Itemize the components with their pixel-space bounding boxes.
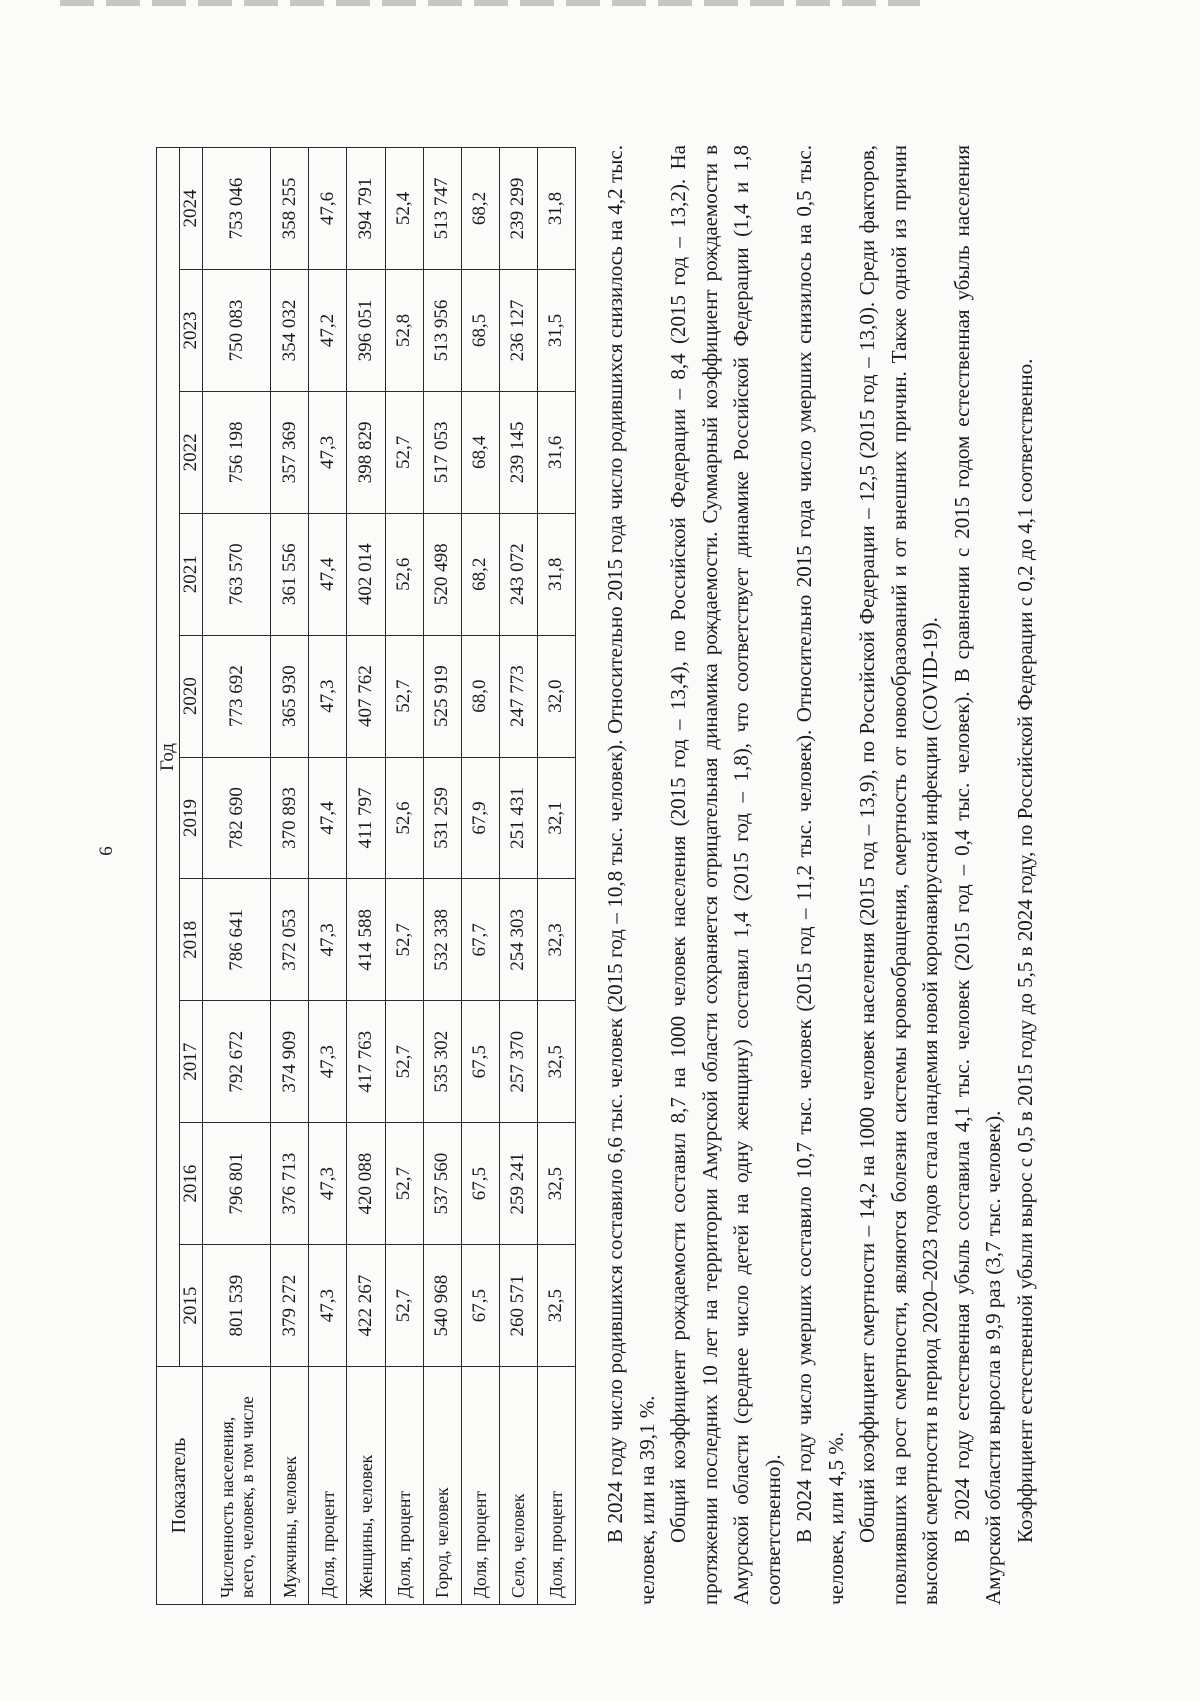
table-cell: 47,4 [309, 757, 347, 879]
table-row [203, 148, 271, 1605]
table-cell: 32,0 [537, 635, 575, 757]
population-table [156, 147, 576, 1605]
table-cell: 398 829 [347, 391, 385, 513]
table-cell: 52,4 [385, 148, 423, 270]
table-cell: 32,5 [537, 1001, 575, 1123]
table-cell: 52,7 [385, 1001, 423, 1123]
table-cell: 31,8 [537, 513, 575, 635]
row-header-cell: Показатель [157, 1367, 203, 1605]
table-cell: 773 692 [203, 635, 271, 757]
table-cell: 32,5 [537, 1245, 575, 1367]
table-cell: 763 570 [203, 513, 271, 635]
table-cell: 376 713 [271, 1123, 309, 1245]
table-cell: 422 267 [347, 1245, 385, 1367]
table-cell: 540 968 [423, 1245, 461, 1367]
table-cell: 47,2 [309, 269, 347, 391]
table-cell: 247 773 [499, 635, 537, 757]
table-cell: 786 641 [203, 879, 271, 1001]
table-cell: 68,5 [461, 269, 499, 391]
table-cell: 531 259 [423, 757, 461, 879]
table-cell: 47,3 [309, 391, 347, 513]
row-label: Доля, процент [385, 1367, 423, 1605]
table-cell: 68,0 [461, 635, 499, 757]
table-cell: 47,3 [309, 879, 347, 1001]
year-header-cell: 2020 [180, 635, 203, 757]
table-row [499, 148, 537, 1605]
table-cell: 370 893 [271, 757, 309, 879]
table-cell: 68,2 [461, 513, 499, 635]
paragraph: В 2024 году естественная убыль составила 4,1 тыс. человек (2015 год – 0,4 тыс. человек). В сравнении с 2015 годом естественная убыль населения Амурской области выросла в 9,9 раз (3,7 тыс. человек). [949, 145, 1005, 1605]
table-cell: 259 241 [499, 1123, 537, 1245]
table-cell: 67,5 [461, 1245, 499, 1367]
table-cell: 801 539 [203, 1245, 271, 1367]
row-label: Численность населения, всего, человек, в том числе [203, 1367, 271, 1605]
table-cell: 411 797 [347, 757, 385, 879]
table-cell: 402 014 [347, 513, 385, 635]
table-cell: 236 127 [499, 269, 537, 391]
year-header-cell: 2022 [180, 391, 203, 513]
table-cell: 243 072 [499, 513, 537, 635]
table-cell: 379 272 [271, 1245, 309, 1367]
table-cell: 52,6 [385, 757, 423, 879]
table-row [347, 148, 385, 1605]
table-cell: 47,4 [309, 513, 347, 635]
table-cell: 414 588 [347, 879, 385, 1001]
table-cell: 67,9 [461, 757, 499, 879]
table-cell: 365 930 [271, 635, 309, 757]
table-cell: 357 369 [271, 391, 309, 513]
table-cell: 47,6 [309, 148, 347, 270]
table-cell: 396 051 [347, 269, 385, 391]
table-cell: 750 083 [203, 269, 271, 391]
table-cell: 525 919 [423, 635, 461, 757]
table-cell: 32,1 [537, 757, 575, 879]
table-cell: 52,7 [385, 635, 423, 757]
table-cell: 407 762 [347, 635, 385, 757]
table-cell: 239 145 [499, 391, 537, 513]
table-header-row [157, 148, 180, 1605]
year-header-cell: 2024 [180, 148, 203, 270]
table-cell: 47,3 [309, 1123, 347, 1245]
table-cell: 52,7 [385, 879, 423, 1001]
paragraph: Общий коэффициент рождаемости составил 8,7 на 1000 человек населения (2015 год – 13,4), по Российской Федерации – 8,4 (2015 год – 13,2). На протяжении последних 10 лет на территории Амурской области сохраняется отрицательная динамика рождаемости. Суммарный коэффициент рождаемости в Амурской области (среднее число детей на одну женщину) составил 1,4 (2015 год – 1,8), что соответствует динамике Российской Федерации (1,4 и 1,8 соответственно). [666, 145, 785, 1605]
table-cell: 361 556 [271, 513, 309, 635]
table-cell: 32,3 [537, 879, 575, 1001]
table-cell: 254 303 [499, 879, 537, 1001]
table-cell: 47,3 [309, 1245, 347, 1367]
table-cell: 358 255 [271, 148, 309, 270]
table-cell: 251 431 [499, 757, 537, 879]
table-cell: 520 498 [423, 513, 461, 635]
table-cell: 756 198 [203, 391, 271, 513]
table-row [385, 148, 423, 1605]
paragraph: В 2024 году число умерших составило 10,7 тыс. человек (2015 год – 11,2 тыс. человек). Относительно 2015 года число умерших снизилось на 0,5 тыс. человек, или 4,5 %. [792, 145, 848, 1605]
year-header-cell: 2021 [180, 513, 203, 635]
row-label: Доля, процент [461, 1367, 499, 1605]
row-label: Доля, процент [537, 1367, 575, 1605]
table-cell: 31,5 [537, 269, 575, 391]
table-cell: 257 370 [499, 1001, 537, 1123]
table-cell: 532 338 [423, 879, 461, 1001]
row-label: Доля, процент [309, 1367, 347, 1605]
year-group-header: Год [157, 148, 180, 1367]
year-header-cell: 2017 [180, 1001, 203, 1123]
table-cell: 31,8 [537, 148, 575, 270]
page-number: 6 [96, 846, 117, 856]
table-row [537, 148, 575, 1605]
table-row [423, 148, 461, 1605]
table-cell: 52,8 [385, 269, 423, 391]
table-cell: 372 053 [271, 879, 309, 1001]
table-cell: 792 672 [203, 1001, 271, 1123]
table-cell: 239 299 [499, 148, 537, 270]
year-header-cell: 2023 [180, 269, 203, 391]
table-cell: 47,3 [309, 635, 347, 757]
table-body [203, 148, 576, 1605]
table-cell: 52,7 [385, 391, 423, 513]
table-cell: 354 032 [271, 269, 309, 391]
row-label: Село, человек [499, 1367, 537, 1605]
paragraph: Общий коэффициент смертности – 14,2 на 1000 человек населения (2015 год – 13,9), по Российской Федерации – 12,5 (2015 год – 13,0). Среди факторов, повлиявших на рост смертности, являются болезни системы кровообращения, смертность от новообразований и от внешних причин. Также одной из причин высокой смертности в период 2020–2023 годов стала пандемия новой коронавирусной инфекции (COVID-19). [855, 145, 942, 1605]
table-cell: 52,7 [385, 1245, 423, 1367]
table-cell: 32,5 [537, 1123, 575, 1245]
table-cell: 47,3 [309, 1001, 347, 1123]
table-cell: 68,4 [461, 391, 499, 513]
table-cell: 67,5 [461, 1123, 499, 1245]
table-cell: 67,7 [461, 879, 499, 1001]
paragraph: Коэффициент естественной убыли вырос с 0,5 в 2015 году до 5,5 в 2024 году, по Российской Федерации с 0,2 до 4,1 соответственно. [1012, 358, 1037, 1543]
table-cell: 513 956 [423, 269, 461, 391]
row-label: Женщины, человек [347, 1367, 385, 1605]
table-cell: 753 046 [203, 148, 271, 270]
table-row [461, 148, 499, 1605]
table-cell: 67,5 [461, 1001, 499, 1123]
table-cell: 537 560 [423, 1123, 461, 1245]
table-cell: 68,2 [461, 148, 499, 270]
table-row [271, 148, 309, 1605]
paragraph: В 2024 году число родившихся составило 6,6 тыс. человек (2015 год – 10,8 тыс. человек). Относительно 2015 года число родившихся снизилось на 4,2 тыс. человек, или на 39,1 %. [603, 145, 659, 1605]
table-cell: 394 791 [347, 148, 385, 270]
table-cell: 31,6 [537, 391, 575, 513]
table-cell: 513 747 [423, 148, 461, 270]
table-row [309, 148, 347, 1605]
year-header-cell: 2016 [180, 1123, 203, 1245]
table-cell: 52,6 [385, 513, 423, 635]
table-cell: 796 801 [203, 1123, 271, 1245]
year-header-cell: 2019 [180, 757, 203, 879]
table-cell: 260 571 [499, 1245, 537, 1367]
table-cell: 517 053 [423, 391, 461, 513]
table-cell: 52,7 [385, 1123, 423, 1245]
row-label: Мужчины, человек [271, 1367, 309, 1605]
body-text [600, 145, 1041, 1605]
year-header-cell: 2015 [180, 1245, 203, 1367]
table-cell: 374 909 [271, 1001, 309, 1123]
table-cell: 535 302 [423, 1001, 461, 1123]
table-cell: 782 690 [203, 757, 271, 879]
table-cell: 420 088 [347, 1123, 385, 1245]
table-cell: 417 763 [347, 1001, 385, 1123]
year-header-cell: 2018 [180, 879, 203, 1001]
row-label: Город, человек [423, 1367, 461, 1605]
